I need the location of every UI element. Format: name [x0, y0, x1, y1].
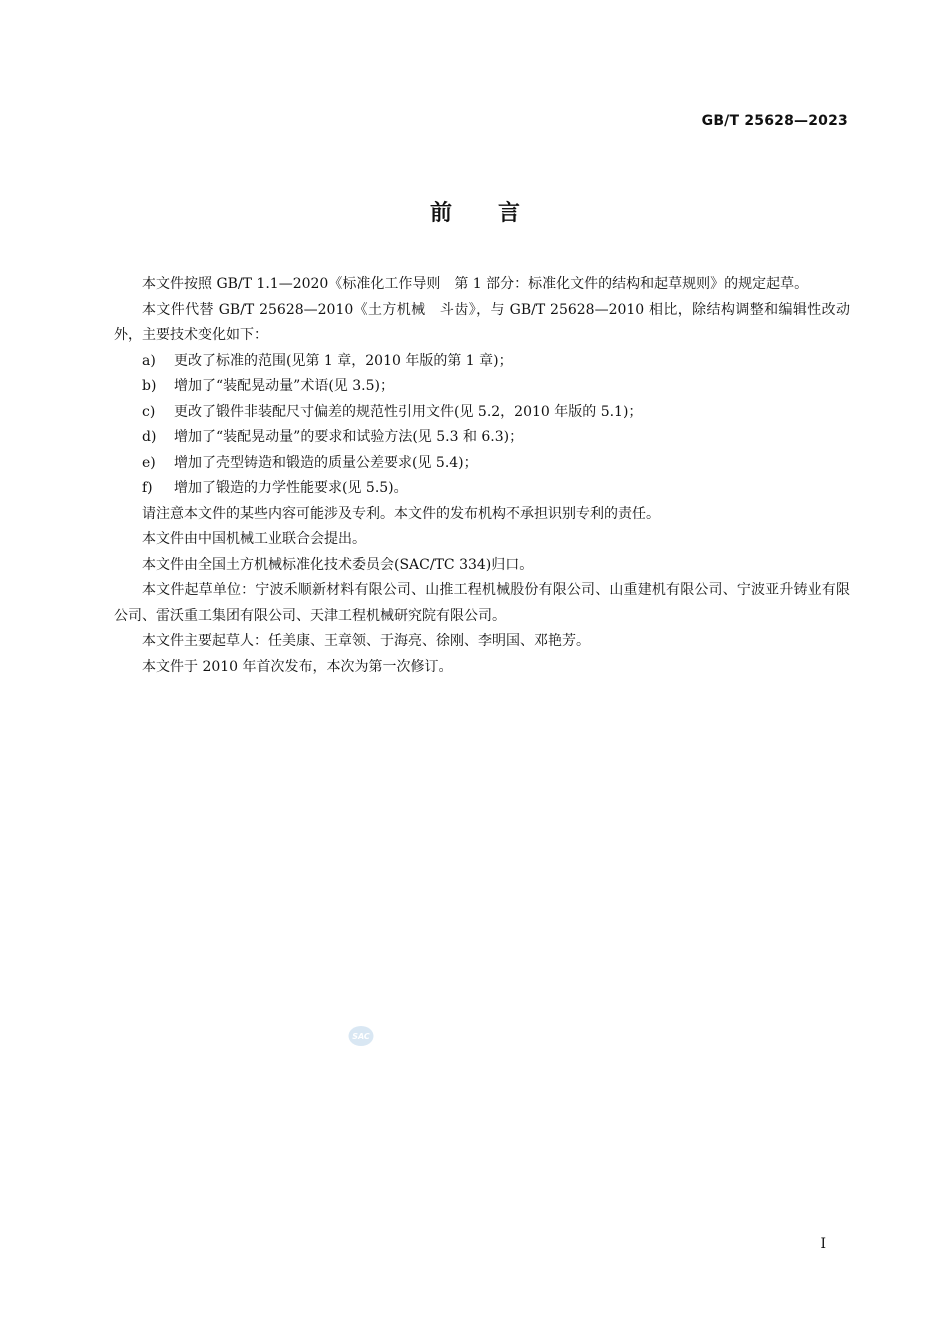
list-item	[114, 374, 850, 400]
list-item-label: c)	[142, 403, 156, 420]
list-item-text: 增加了壳型铸造和锻造的质量公差要求(见 5.4)；	[174, 454, 478, 471]
paragraph-replacement: 本文件代替 GB/T 25628—2010《土方机械 斗齿》，与 GB/T 25628—2010 相比，除结构调整和编辑性改动外，主要技术变化如下：	[114, 301, 850, 343]
paragraph-drafters: 本文件主要起草人：任美康、王章领、于海亮、徐刚、李明国、邓艳芳。	[142, 633, 590, 649]
list-item	[114, 400, 850, 426]
page-number: I	[820, 1236, 826, 1252]
sac-watermark-text: SAC	[352, 1032, 370, 1041]
paragraph-history: 本文件于 2010 年首次发布，本次为第一次修订。	[142, 658, 453, 675]
list-item-label: e)	[142, 454, 156, 471]
list-item-label: a)	[142, 352, 156, 369]
list-item	[114, 476, 850, 502]
page-title: 前言	[429, 201, 566, 226]
list-item-label: d)	[142, 429, 157, 445]
paragraph-drafting-rules: 本文件按照 GB/T 1.1—2020《标准化工作导则 第 1 部分：标准化文件的结构和起草规则》的规定起草。	[142, 276, 809, 292]
paragraph-patent-notice: 请注意本文件的某些内容可能涉及专利。本文件的发布机构不承担识别专利的责任。	[142, 505, 660, 522]
list-item	[114, 425, 850, 451]
paragraph-drafting-units: 本文件起草单位：宁波禾顺新材料有限公司、山推工程机械股份有限公司、山重建机有限公司、宁波亚升铸业有限公司、雷沃重工集团有限公司、天津工程机械研究院有限公司。	[114, 582, 850, 624]
list-item-text: 更改了标准的范围(见第 1 章，2010 年版的第 1 章)；	[174, 352, 513, 369]
list-item-label: b)	[142, 378, 157, 394]
standard-code: GB/T 25628—2023	[701, 113, 848, 129]
list-item	[114, 451, 850, 477]
list-item-text: 增加了“装配晃动量”的要求和试验方法(见 5.3 和 6.3)；	[174, 429, 524, 445]
list-item-text: 更改了锻件非装配尺寸偏差的规范性引用文件(见 5.2，2010 年版的 5.1)；	[174, 403, 643, 420]
document-body	[114, 272, 850, 680]
sac-watermark-logo	[348, 1025, 374, 1047]
list-item-text: 增加了锻造的力学性能要求(见 5.5)。	[174, 480, 408, 496]
list-item-label: f)	[142, 480, 153, 496]
list-item-text: 增加了“装配晃动量”术语(见 3.5)；	[174, 378, 394, 394]
paragraph-committee: 本文件由全国土方机械标准化技术委员会(SAC/TC 334)归口。	[142, 556, 534, 573]
list-item	[114, 349, 850, 375]
paragraph-proposer: 本文件由中国机械工业联合会提出。	[142, 531, 366, 547]
